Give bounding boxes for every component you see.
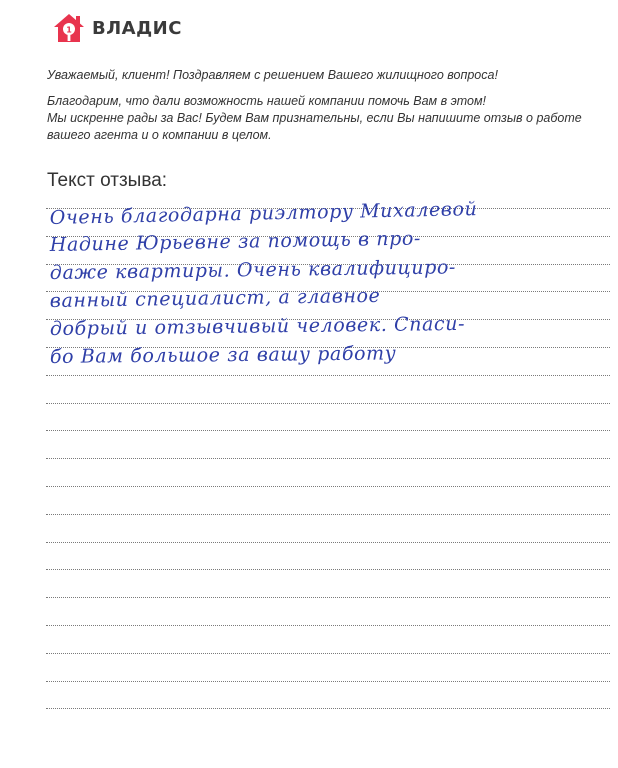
ruled-line	[46, 708, 610, 709]
ruled-line	[46, 542, 610, 543]
request-text: Мы искренне рады за Вас! Будем Вам признательны, если Вы напишите отзыв о работе	[47, 111, 582, 125]
ruled-line	[46, 625, 610, 626]
request-text-continued: вашего агента и о компании в целом.	[47, 128, 272, 142]
handwritten-line: добрый и отзывчивый человек. Спаси-	[49, 312, 466, 340]
handwritten-line: Надине Юрьевне за помощь в про-	[49, 227, 422, 256]
handwritten-line: Очень благодарна риэлтору Михалевой	[49, 198, 478, 229]
brand-name: ВЛАДИС	[92, 17, 182, 39]
greeting-text: Уважаемый, клиент! Поздравляем с решением Вашего жилищного вопроса!	[47, 68, 498, 82]
handwritten-line: бо Вам большое за вашу работу	[49, 342, 397, 368]
handwritten-line: даже квартиры. Очень квалифициро-	[49, 256, 457, 284]
ruled-line	[46, 514, 610, 515]
ruled-line	[46, 597, 610, 598]
logo-icon-digit: 1	[66, 25, 72, 35]
ruled-line	[46, 569, 610, 570]
review-heading: Текст отзыва:	[47, 170, 168, 191]
handwritten-line: ванный специалист, а главное	[49, 284, 381, 312]
ruled-line	[46, 653, 610, 654]
ruled-line	[46, 430, 610, 431]
ruled-line	[46, 681, 610, 682]
ruled-line	[46, 458, 610, 459]
thanks-text: Благодарим, что дали возможность нашей компании помочь Вам в этом!	[47, 94, 487, 108]
ruled-line	[46, 375, 610, 376]
ruled-lines	[46, 0, 610, 768]
ruled-line	[46, 486, 610, 487]
ruled-line	[46, 403, 610, 404]
